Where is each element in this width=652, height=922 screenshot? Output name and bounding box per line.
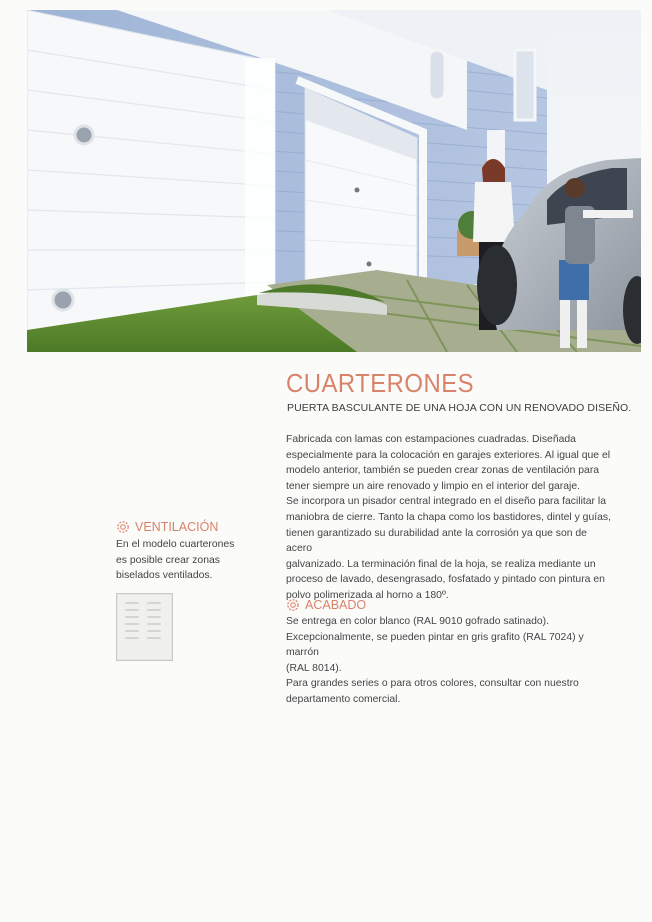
- ventilation-panel-thumbnail: [116, 593, 173, 661]
- hero-photo: [27, 10, 641, 352]
- ventilacion-heading-label: VENTILACIÓN: [135, 520, 219, 534]
- ventilacion-line: es posible crear zonas: [116, 554, 220, 566]
- description-line: Fabricada con lamas con estampaciones cuadradas. Diseñada: [286, 434, 576, 445]
- description-line: tener siempre un aire renovado y limpio en el interior del garaje.: [286, 480, 580, 492]
- acabado-line: departamento comercial.: [286, 693, 401, 705]
- description-line: modelo anterior, también se pueden crear zonas de ventilación para: [286, 465, 600, 477]
- acabado-line: Excepcionalmente, se pueden pintar en gris grafito (RAL 7024) y marrón: [286, 631, 584, 659]
- acabado-heading: [286, 598, 366, 612]
- description-text: [286, 432, 612, 604]
- acabado-heading-label: ACABADO: [305, 598, 367, 612]
- page-subtitle: PUERTA BASCULANTE DE UNA HOJA CON UN RENOVADO DISEÑO.: [287, 402, 632, 414]
- gear-icon: [116, 520, 130, 534]
- description-line: proceso de lavado, desengrasado, fosfatado y pintado con pintura en: [286, 574, 605, 586]
- description-line: galvanizado. La terminación final de la hoja, se realiza mediante un: [286, 558, 596, 570]
- description-line: polvo polimerizada al horno a 180º.: [286, 589, 449, 601]
- gear-icon: [286, 598, 300, 612]
- description-line: Se incorpora un pisador central integrado en el diseño para facilitar la: [286, 496, 606, 508]
- acabado-line: (RAL 8014).: [286, 662, 342, 674]
- ventilacion-line: biselados ventilados.: [116, 570, 213, 581]
- acabado-line: Para grandes series o para otros colores, consultar con nuestro: [286, 678, 579, 690]
- ventilacion-heading: [116, 520, 218, 534]
- description-line: tienen garantizado su durabilidad ante la corrosión ya que son de acero: [286, 527, 587, 555]
- page-title: CUARTERONES: [286, 368, 475, 398]
- acabado-line: Se entrega en color blanco (RAL 9010 gofrado satinado).: [286, 616, 550, 627]
- description-line: maniobra de cierre. Tanto la chapa como los bastidores, dintel y guías,: [286, 511, 611, 523]
- ventilacion-text: [116, 537, 246, 584]
- acabado-text: [286, 614, 616, 708]
- description-line: especialmente para la colocación en garajes exteriores. Al igual que el: [286, 449, 611, 461]
- ventilacion-line: En el modelo cuarterones: [116, 539, 235, 550]
